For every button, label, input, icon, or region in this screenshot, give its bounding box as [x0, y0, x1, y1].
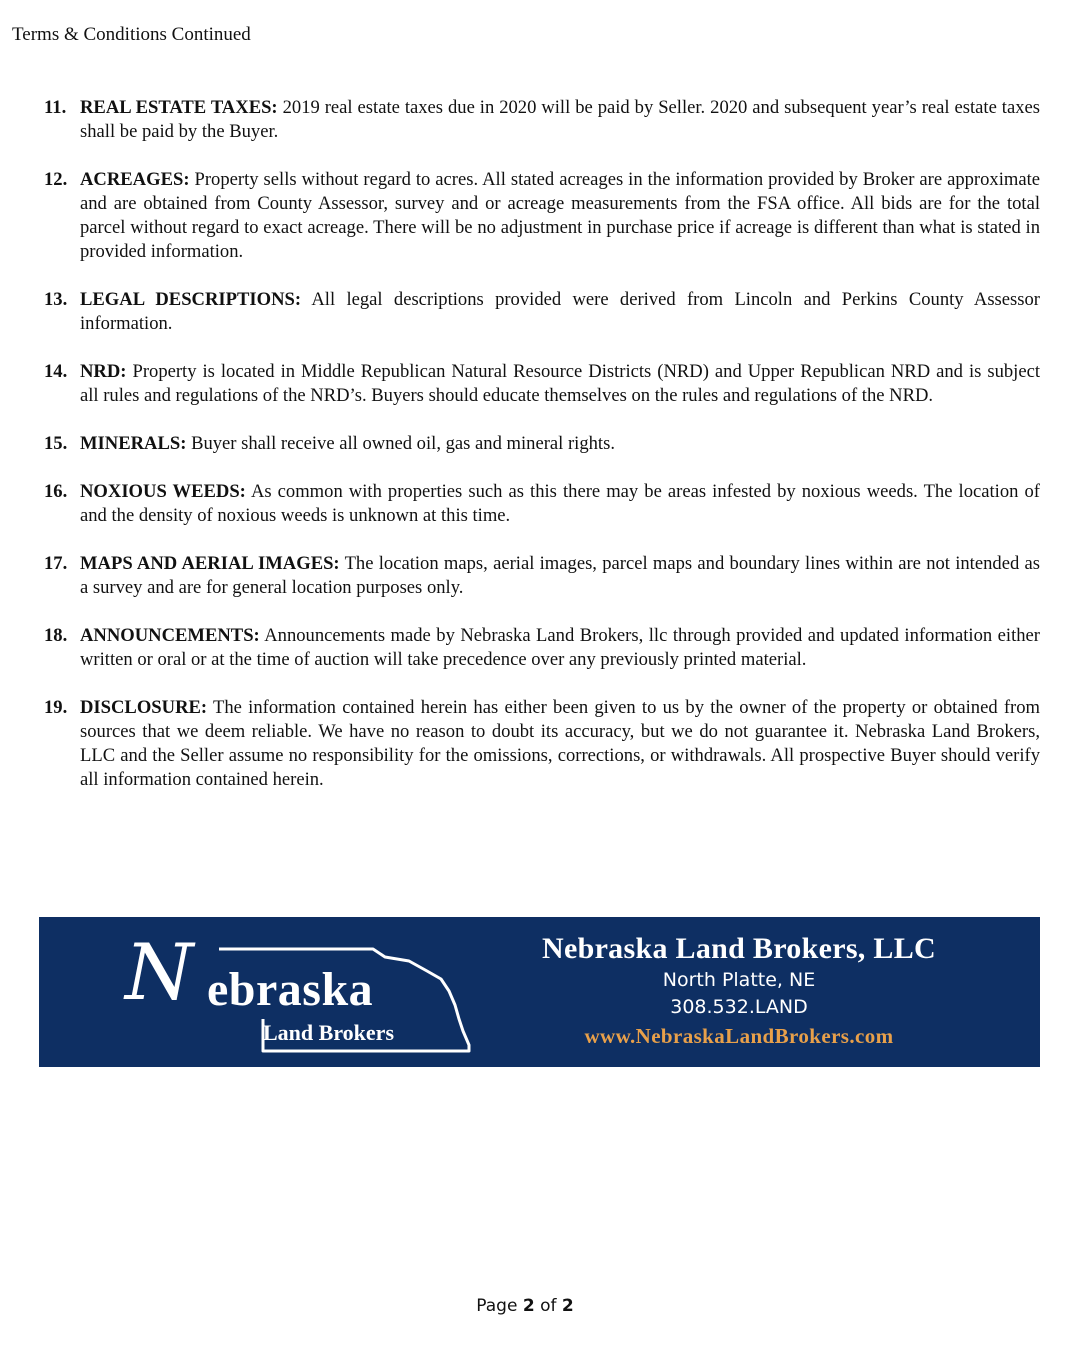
- logo-subtitle: Land Brokers: [263, 1020, 395, 1045]
- company-logo: [123, 927, 483, 1057]
- logo-word: ebraska: [207, 963, 374, 1016]
- page-number: [0, 1295, 1050, 1317]
- company-banner: [39, 917, 1040, 1067]
- term-item-legal-descriptions: [44, 288, 1040, 336]
- term-number: 17.: [44, 553, 68, 574]
- term-number: 18.: [44, 625, 68, 646]
- term-title: MAPS AND AERIAL IMAGES:: [80, 553, 340, 574]
- term-title: NRD:: [80, 361, 127, 382]
- term-body: Property sells without regard to acres. All stated acreages in the information provided by Broker are approximate and are obtained from County Assessor, survey and or acreage measurements from the FSA office. All bids are for the total parcel without regard to exact acreage. There will be no adjustment in purchase price if acreage is different than what is stated in provided information.: [80, 169, 1040, 262]
- term-item-maps-aerial-images: [44, 552, 1040, 600]
- term-title: ACREAGES:: [80, 169, 190, 190]
- term-body: All legal descriptions provided were derived from Lincoln and Perkins County Assessor information.: [80, 289, 1041, 334]
- term-item-acreages: [44, 168, 1040, 264]
- term-body: The information contained herein has either been given to us by the owner of the property or obtained from sources that we deem reliable. We have no reason to doubt its accuracy, but we do not guarantee it. Nebraska Land Brokers, LLC and the Seller assume no responsibility for the omissions, corrections, or withdrawals. All prospective Buyer should verify all information contained herein.: [80, 697, 1041, 790]
- term-body: Property is located in Middle Republican Natural Resource Districts (NRD) and Upper Republican NRD and is subject all rules and regulations of the NRD’s. Buyers should educate themselves on the rules and regulations of the NRD.: [80, 361, 1040, 406]
- term-title: REAL ESTATE TAXES:: [80, 97, 278, 118]
- company-city: North Platte, NE: [662, 969, 816, 991]
- term-number: 12.: [44, 169, 68, 190]
- term-number: 14.: [44, 361, 68, 382]
- term-body: Announcements made by Nebraska Land Brokers, llc through provided and updated information either written or oral or at the time of auction will take precedence over any previously printed material.: [80, 625, 1040, 670]
- term-number: 11.: [44, 97, 67, 118]
- company-website-link[interactable]: www.NebraskaLandBrokers.com: [584, 1024, 894, 1048]
- page-header-title: Terms & Conditions Continued: [12, 24, 251, 45]
- logo-script-letter: N: [125, 928, 194, 1018]
- page-current: 2: [522, 1296, 535, 1316]
- page-word: Page: [476, 1296, 518, 1316]
- term-number: 16.: [44, 481, 68, 502]
- term-number: 13.: [44, 289, 68, 310]
- page-of: of: [540, 1296, 557, 1316]
- terms-list: [44, 96, 1040, 816]
- term-item-announcements: [44, 624, 1040, 672]
- term-body: 2019 real estate taxes due in 2020 will be paid by Seller. 2020 and subsequent year’s real estate taxes shall be paid by the Buyer.: [80, 97, 1040, 142]
- page-total: 2: [561, 1296, 574, 1316]
- term-title: MINERALS:: [80, 433, 187, 454]
- term-item-minerals: [44, 432, 1040, 456]
- term-title: ANNOUNCEMENTS:: [80, 625, 260, 646]
- term-title: NOXIOUS WEEDS:: [80, 481, 246, 502]
- term-body: Buyer shall receive all owned oil, gas and mineral rights.: [191, 433, 615, 454]
- term-number: 15.: [44, 433, 68, 454]
- term-body: The location maps, aerial images, parcel maps and boundary lines within are not intended as a survey and are for general location purposes only.: [80, 553, 1041, 598]
- term-body: As common with properties such as this there may be areas infested by noxious weeds. The location of and the density of noxious weeds is unknown at this time.: [80, 481, 1040, 526]
- term-number: 19.: [44, 697, 68, 718]
- term-item-disclosure: [44, 696, 1040, 792]
- term-item-nrd: [44, 360, 1040, 408]
- company-name: Nebraska Land Brokers, LLC: [542, 932, 936, 965]
- company-phone: 308.532.LAND: [670, 996, 808, 1018]
- company-contact-block: [529, 931, 949, 1051]
- term-item-real-estate-taxes: [44, 96, 1040, 144]
- term-item-noxious-weeds: [44, 480, 1040, 528]
- term-title: LEGAL DESCRIPTIONS:: [80, 289, 302, 310]
- term-title: DISCLOSURE:: [80, 697, 208, 718]
